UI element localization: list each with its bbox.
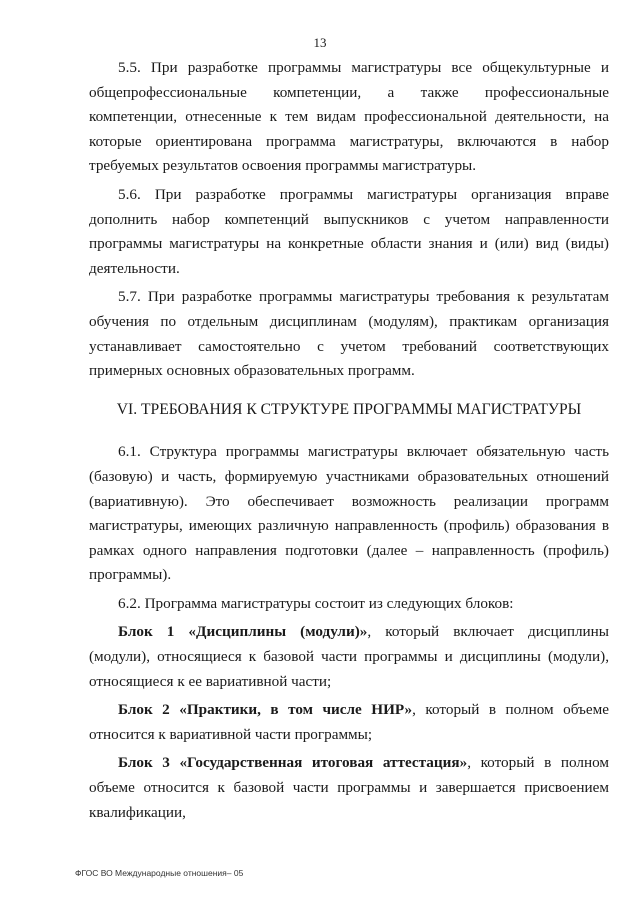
paragraph-5-7: 5.7. При разработке программы магистратуры требования к результатам обучения по отдельным дисциплинам (модулям), практикам организация устанавливает самостоятельно с учетом требований соответствующих примерных основных образовательных программ. (89, 288, 609, 380)
paragraph-6-2: 6.2. Программа магистратуры состоит из следующих блоков: (118, 594, 514, 612)
section-heading: VI. ТРЕБОВАНИЯ К СТРУКТУРЕ ПРОГРАММЫ МАГИСТРАТУРЫ (116, 400, 582, 418)
page-number: 13 (313, 35, 327, 50)
document-body (89, 56, 609, 829)
paragraph-5-5: 5.5. При разработке программы магистратуры все общекультурные и общепрофессиональные компетенции, а также профессиональные компетенции, отнесенные к тем видам профессиональной деятельности, на которые ориентирована программа магистратуры, включаются в набор требуемых результатов освоения программы магистратуры. (89, 59, 609, 175)
block-3-text: , который в полном объеме относится к базовой части программы и завершается присвоением квалификации, (89, 754, 609, 821)
block-1-title: Блок 1 «Дисциплины (модули)» (118, 623, 368, 641)
block-1-text: , который включает дисциплины (модули), относящиеся к базовой части программы и дисциплины (модули), относящиеся к ее вариативной части; (89, 623, 609, 690)
paragraph-6-1: 6.1. Структура программы магистратуры включает обязательную часть (базовую) и часть, формируемую участниками образовательных отношений (вариативную). Это обеспечивает возможность реализации программ магистратуры, имеющих различную направленность (профиль) образования в рамках одного направления подготовки (далее – направленность (профиль) программы). (89, 443, 609, 584)
block-3-title: Блок 3 «Государственная итоговая аттестация» (118, 754, 468, 772)
block-3-item (89, 751, 609, 825)
block-2-item (89, 698, 609, 747)
footer-document-code: ФГОС ВО Международные отношения– 05 (75, 868, 244, 878)
block-1-item (89, 620, 609, 694)
block-2-title: Блок 2 «Практики, в том числе НИР» (118, 701, 413, 719)
paragraph-5-6: 5.6. При разработке программы магистратуры организация вправе дополнить набор компетенций выпускников с учетом направленности программы магистратуры на конкретные области знания и (или) вид (виды) деятельности. (89, 185, 609, 277)
block-2-text: , который в полном объеме относится к вариативной части программы; (89, 701, 609, 743)
